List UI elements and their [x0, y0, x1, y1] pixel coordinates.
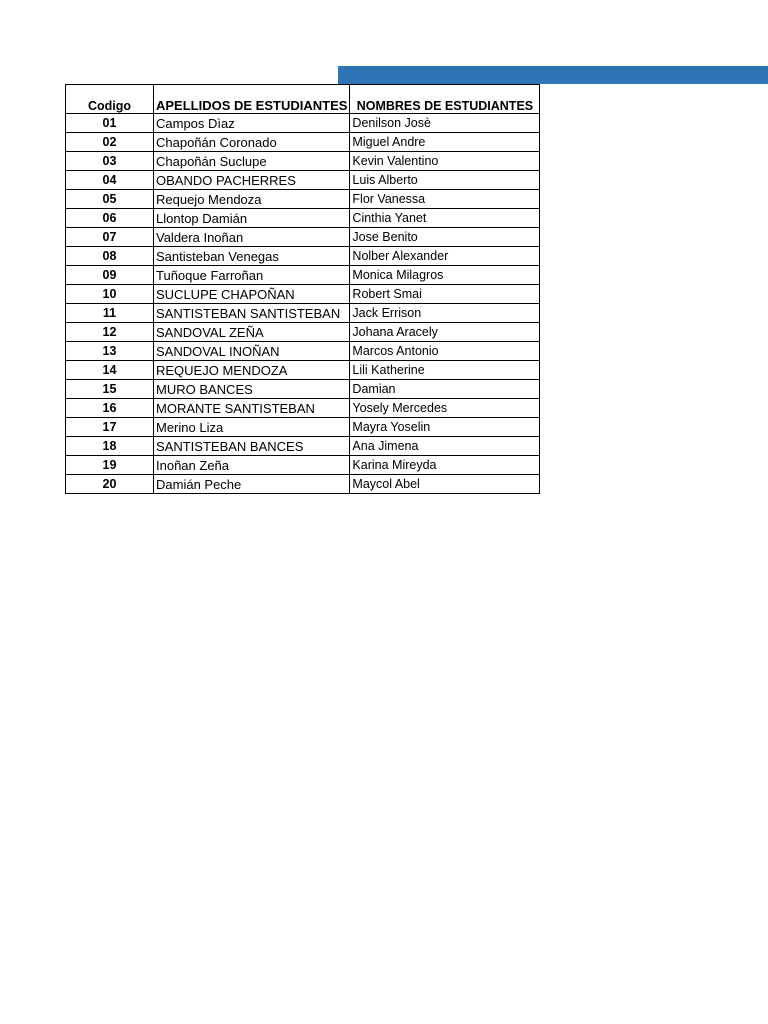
cell-codigo: 16 — [66, 399, 154, 418]
cell-codigo: 14 — [66, 361, 154, 380]
cell-nombres: Karina Mireyda — [350, 456, 540, 475]
header-color-bar — [338, 66, 768, 84]
cell-apellidos: SANDOVAL ZEÑA — [154, 323, 350, 342]
cell-nombres: Kevin Valentino — [350, 152, 540, 171]
table-row — [66, 228, 540, 247]
cell-codigo: 10 — [66, 285, 154, 304]
table-row — [66, 475, 540, 494]
cell-codigo: 18 — [66, 437, 154, 456]
cell-apellidos: Inoñan Zeña — [154, 456, 350, 475]
cell-nombres: Damian — [350, 380, 540, 399]
cell-nombres: Flor Vanessa — [350, 190, 540, 209]
cell-nombres: Miguel Andre — [350, 133, 540, 152]
cell-codigo: 12 — [66, 323, 154, 342]
cell-codigo: 19 — [66, 456, 154, 475]
cell-nombres: Lili Katherine — [350, 361, 540, 380]
cell-codigo: 20 — [66, 475, 154, 494]
cell-nombres: Ana Jimena — [350, 437, 540, 456]
column-header-codigo: Codigo — [66, 85, 154, 114]
cell-nombres: Robert Smai — [350, 285, 540, 304]
column-header-apellidos: APELLIDOS DE ESTUDIANTES — [154, 85, 350, 114]
cell-apellidos: SANTISTEBAN BANCES — [154, 437, 350, 456]
cell-nombres: Johana Aracely — [350, 323, 540, 342]
cell-apellidos: Tuñoque Farroñan — [154, 266, 350, 285]
cell-apellidos: Damián Peche — [154, 475, 350, 494]
cell-codigo: 15 — [66, 380, 154, 399]
table-row — [66, 266, 540, 285]
cell-codigo: 01 — [66, 114, 154, 133]
column-header-nombres: NOMBRES DE ESTUDIANTES — [350, 85, 540, 114]
table-row — [66, 247, 540, 266]
student-roster-table — [65, 84, 540, 494]
cell-nombres: Jose Benito — [350, 228, 540, 247]
table-header-row — [66, 85, 540, 114]
table-row — [66, 190, 540, 209]
table-row — [66, 304, 540, 323]
table-row — [66, 361, 540, 380]
cell-codigo: 06 — [66, 209, 154, 228]
table-row — [66, 323, 540, 342]
cell-nombres: Cinthia Yanet — [350, 209, 540, 228]
table-row — [66, 456, 540, 475]
cell-apellidos: Chapoñán Coronado — [154, 133, 350, 152]
cell-codigo: 17 — [66, 418, 154, 437]
cell-apellidos: REQUEJO MENDOZA — [154, 361, 350, 380]
cell-apellidos: Requejo Mendoza — [154, 190, 350, 209]
table-row — [66, 399, 540, 418]
cell-nombres: Jack Errison — [350, 304, 540, 323]
table-row — [66, 114, 540, 133]
table-row — [66, 133, 540, 152]
cell-codigo: 09 — [66, 266, 154, 285]
cell-apellidos: SUCLUPE CHAPOÑAN — [154, 285, 350, 304]
cell-nombres: Luis Alberto — [350, 171, 540, 190]
table-row — [66, 209, 540, 228]
cell-apellidos: Valdera Inoñan — [154, 228, 350, 247]
table-body — [66, 114, 540, 494]
cell-codigo: 08 — [66, 247, 154, 266]
cell-nombres: Monica Milagros — [350, 266, 540, 285]
table-row — [66, 152, 540, 171]
table-row — [66, 380, 540, 399]
table-row — [66, 437, 540, 456]
cell-nombres: Denilson Josè — [350, 114, 540, 133]
cell-apellidos: SANDOVAL INOÑAN — [154, 342, 350, 361]
cell-nombres: Maycol Abel — [350, 475, 540, 494]
table-row — [66, 285, 540, 304]
table-row — [66, 418, 540, 437]
cell-nombres: Mayra Yoselin — [350, 418, 540, 437]
cell-nombres: Nolber Alexander — [350, 247, 540, 266]
cell-codigo: 03 — [66, 152, 154, 171]
cell-apellidos: MORANTE SANTISTEBAN — [154, 399, 350, 418]
cell-apellidos: MURO BANCES — [154, 380, 350, 399]
cell-apellidos: Merino Liza — [154, 418, 350, 437]
cell-apellidos: Campos Dìaz — [154, 114, 350, 133]
table-row — [66, 171, 540, 190]
cell-codigo: 05 — [66, 190, 154, 209]
cell-apellidos: OBANDO PACHERRES — [154, 171, 350, 190]
cell-apellidos: Llontop Damián — [154, 209, 350, 228]
cell-codigo: 11 — [66, 304, 154, 323]
table-row — [66, 342, 540, 361]
cell-nombres: Yosely Mercedes — [350, 399, 540, 418]
cell-apellidos: Santisteban Venegas — [154, 247, 350, 266]
cell-codigo: 02 — [66, 133, 154, 152]
cell-codigo: 07 — [66, 228, 154, 247]
cell-apellidos: Chapoñán Suclupe — [154, 152, 350, 171]
cell-codigo: 13 — [66, 342, 154, 361]
cell-codigo: 04 — [66, 171, 154, 190]
cell-nombres: Marcos Antonio — [350, 342, 540, 361]
cell-apellidos: SANTISTEBAN SANTISTEBAN — [154, 304, 350, 323]
